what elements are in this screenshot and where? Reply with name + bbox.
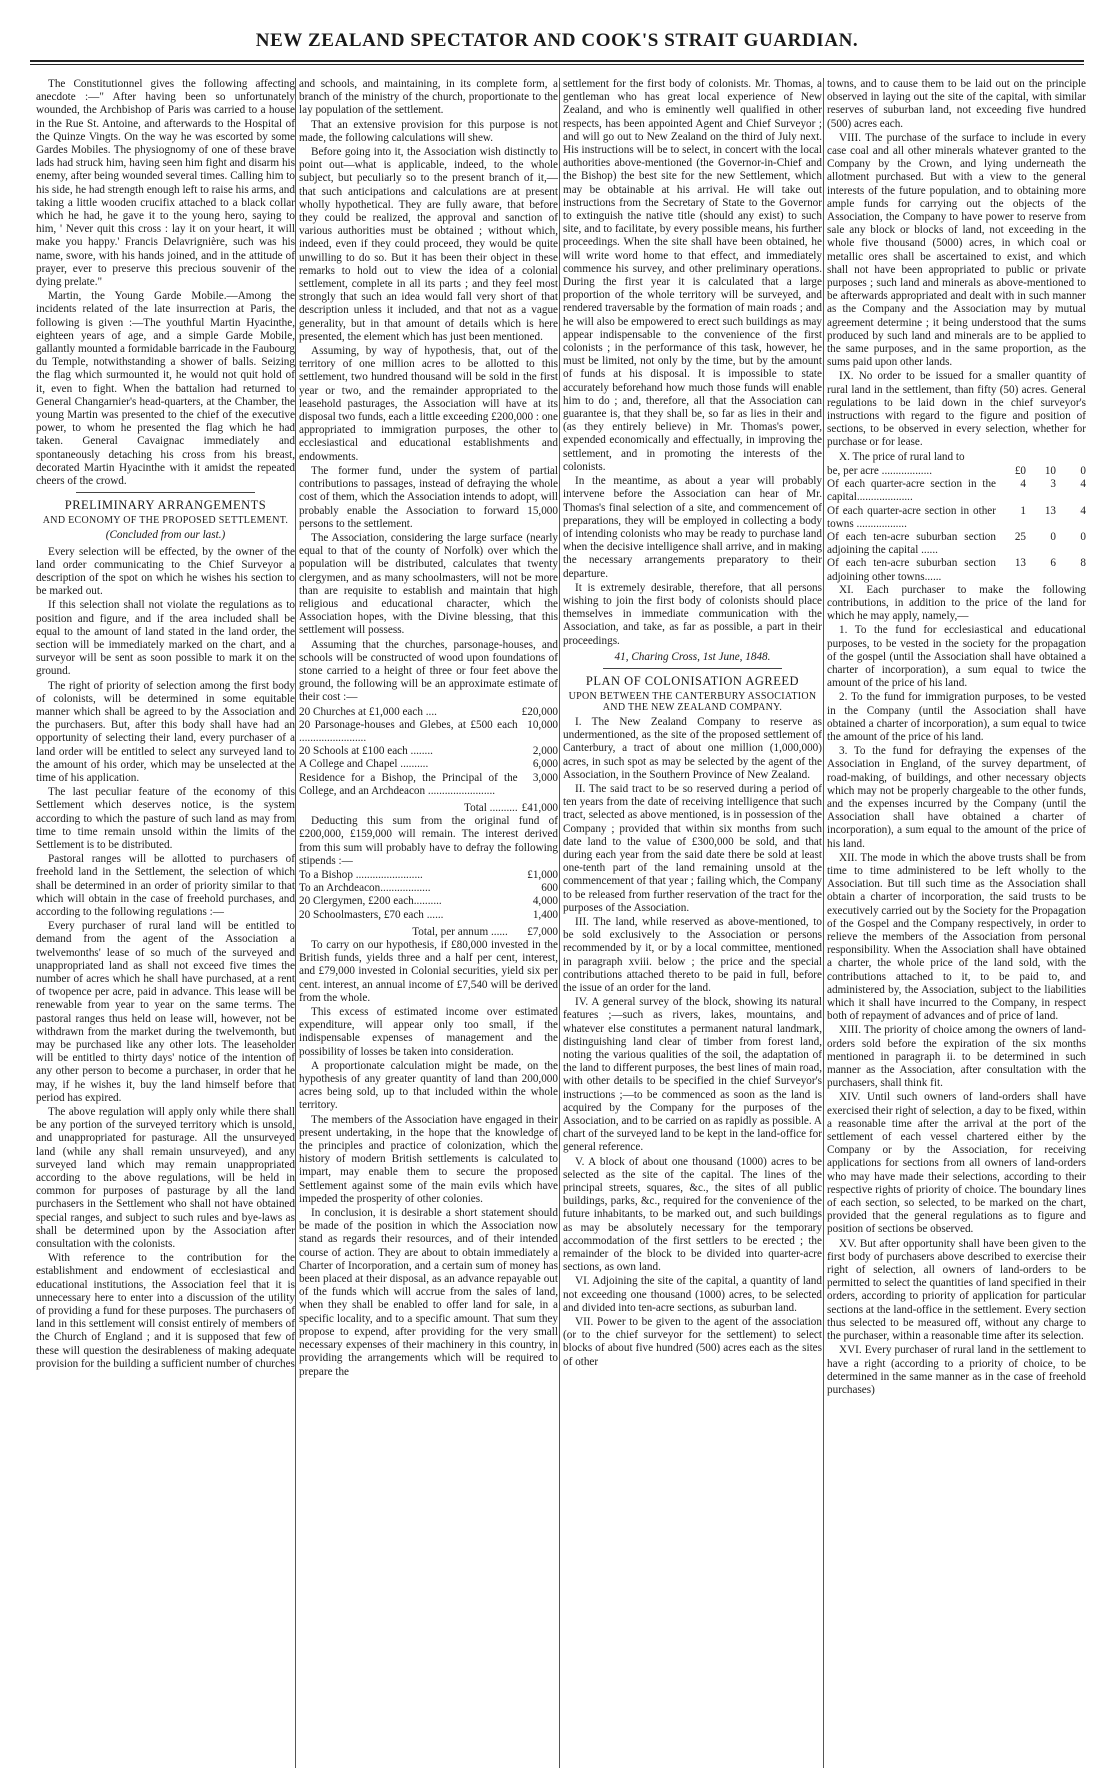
article-paragraph: With reference to the contribution for the establishment and endowment of ecclesiastical and educational institutions, the Association feel that it is unnecessary here to enter into a discussion of the utility of providing a fund for these purposes. The purchasers of land in this settlement will consist entirely of members of the Church of England ; and it is supposed that few of these will question the desirableness of making adequate provision for the building a sufficient number of churches bbox=[36, 1252, 295, 1370]
section-divider bbox=[603, 668, 782, 669]
table-row bbox=[827, 478, 1086, 504]
article-paragraph: IV. A general survey of the block, showing its natural features ;—such as rivers, lakes, mountains, and whatever else constitutes a permanent natural landmark, distinguishing land clear of timber from forest land, noting the various qualities of the soil, the adaptation of the land to different purposes, the best lines of main road, with other details to be specified in the chief Surveyor's instructions ;—to be commenced as soon as the land is acquired by the Company for the purposes of the Association, and to be carried on as rapidly as possible. A chart of the surveyed land to be kept in the land-office for general reference. bbox=[563, 996, 822, 1154]
article-paragraph: I. The New Zealand Company to reserve as undermentioned, as the site of the proposed settlement of Canterbury, a tract of about one million (1,000,000) acres, in such spot as may be selected by the agent of the Association, in the Southern Province of New Zealand. bbox=[563, 715, 822, 781]
cost-amount: 6,000 bbox=[532, 758, 558, 771]
price-item: Of each ten-acre suburban section adjoining the capital ...... bbox=[827, 530, 996, 557]
article-paragraph: The last peculiar feature of the economy of this Settlement which deserves notice, is the system according to which the pasture of such land as may from time to time remain unsold within the limits of the Settlement is to be distributed. bbox=[36, 786, 295, 851]
price-shillings: 6 bbox=[1050, 557, 1056, 570]
article-paragraph: II. The said tract to be so reserved during a period of ten years from the date of receiving intelligence that such tract, selected as above mentioned, is in possession of the Company ; provided that within six months from such date land to the value of £300,000 be sold, and that during each year from the said date there be sold at least one-tenth part of the land remaining unsold at the commencement of that year ; failing which, the Company to be released from further reservation of the tract for the purposes of the Association. bbox=[563, 782, 822, 914]
table-row bbox=[827, 505, 1086, 531]
stipend-amount: £1,000 bbox=[527, 868, 558, 881]
stipend-item: 20 Schoolmasters, £70 each ...... bbox=[299, 908, 444, 921]
cost-estimate-table bbox=[299, 706, 558, 816]
table-row bbox=[299, 719, 558, 745]
price-pence: 4 bbox=[1080, 504, 1086, 517]
article-paragraph: VIII. The purchase of the surface to include in every case coal and all other minerals whatever granted to the Company by the Crown, and lying underneath the allotment purchased. But with a view to the general interests of the future population, and to obtaining more ample funds for carrying out the objects of the Association, the Company to have power to reserve from sale any block or blocks of land, not exceeding in the whole five thousand (5000) acres, in which coal or metallic ores shall be ascertained to exist, and which shall not have been appropriated to public or private purposes ; such land and minerals as above-mentioned to be afterwards appropriated and dealt with in such manner as the Company and the Association may by mutual agreement determine ; it being understood that the sums produced by such land and minerals are to be applied to the same purposes, and in the same proportion, as the sums paid upon other lands. bbox=[827, 131, 1086, 369]
article-paragraph: This excess of estimated income over estimated expenditure, will appear only too small, if the indispensable expenses of management and the possibility of losses be taken into consideration. bbox=[299, 1006, 558, 1058]
price-pounds: 4 bbox=[1020, 478, 1026, 491]
cost-item: Residence for a Bishop, the Principal of the College, and an Archdeacon ........................ bbox=[299, 771, 518, 797]
cost-item: 20 Churches at £1,000 each .... bbox=[299, 705, 437, 718]
masthead-rule bbox=[30, 60, 1084, 65]
column-divider bbox=[295, 78, 296, 1768]
section-title: PRELIMINARY ARRANGEMENTS bbox=[64, 498, 267, 513]
total-label: Total .......... bbox=[464, 801, 518, 814]
section-subtitle: UPON BETWEEN THE CANTERBURY ASSOCIATION AND THE NEW ZEALAND COMPANY. bbox=[568, 690, 817, 713]
table-row bbox=[827, 465, 1086, 478]
article-paragraph: XII. The mode in which the above trusts shall be from time to time administered to be left wholly to the Association. But till such time as the Association shall obtain a charter of incorporation, the said trusts to be executively carried out by the Society for the Propagation of the Gospel and the Company respectively, in order to relieve the members of the Association from personal responsibility. When the Association shall have obtained a charter, the whole price of the land sold, with the contributions attached to it, to be paid to, and administered by, the Association, subject to the liabilities which it shall have incurred to the Company, in respect both of repayment of advances and of price of land. bbox=[827, 851, 1086, 1023]
article-paragraph: If this selection shall not violate the regulations as to position and figure, and if the area included shall be equal to the amount of land stated in the land order, the section will be immediately marked on the chart, and a surveyor will be sent as soon possible to mark it on the ground. bbox=[36, 599, 295, 678]
article-paragraph: Assuming, by way of hypothesis, that, out of the territory of one million acres to be allotted to this settlement, two hundred thousand will be sold in the first year or two, and the remainder appropriated to the leasehold pasturages, the Association will have at its disposal two funds, each a little exceeding £200,000 : one appropriated to immigration purposes, the other to ecclesiastical and educational establishments and endowments. bbox=[299, 345, 558, 463]
article-paragraph: Every selection will be effected, by the owner of the land order communicating to the Chief Surveyor a description of the spot on which he wishes his section to be marked out. bbox=[36, 545, 295, 598]
article-paragraph: XVI. Every purchaser of rural land in the settlement to have a right (according to a priority of choice, to be determined in the same manner as in the case of freehold purchases) bbox=[827, 1344, 1086, 1396]
article-paragraph: Martin, the Young Garde Mobile.—Among the incidents related of the late insurrection at Paris, the following is given :—The youthful Martin Hyacinthe, eighteen years of age, and a simple Garde Mobile, gallantly mounted a formidable barricade in the Faubourg du Temple, notwithstanding a shower of balls. Seizing the flag which surmounted it, he would not quit hold of it, even to fight. When the battalion had returned to General Changarnier's head-quarters, at the Chamber, the young Martin was presented to the chief of the executive power, to whom he presented the flag which he had taken. General Cavaignac immediately and spontaneously detaching his cross from his breast, decorated Martin Hyacinthe with it amidst the repeated cheers of the crowd. bbox=[36, 290, 295, 488]
article-paragraph: The Association, considering the large surface (nearly equal to that of the county of Norfolk) over which the population will be distributed, calculates that twenty clergymen, and as many schoolmasters, will not be more than are requisite to establish and maintain that high religious and educational character, which the Association hopes, with the Divine blessing, that this settlement will possess. bbox=[299, 531, 558, 637]
column-1 bbox=[36, 78, 295, 1768]
price-shillings: 13 bbox=[1044, 504, 1056, 517]
table-total-row bbox=[299, 798, 558, 815]
price-pounds: 1 bbox=[1020, 504, 1026, 517]
article-paragraph: XIII. The priority of choice among the owners of land-orders sold before the expiration of the six months mentioned in paragraph ii. to be determined in such manner as the Association, after consultation with the purchasers, shall think fit. bbox=[827, 1024, 1086, 1090]
table-row bbox=[299, 745, 558, 758]
price-pence: 8 bbox=[1080, 557, 1086, 570]
article-paragraph: Before going into it, the Association wish distinctly to point out—what is applicable, indeed, to the whole subject, but peculiarly so to the present branch of it,—that such anticipations and calculations are at present wholly hypothetical. They are fully aware, that before they could be realized, the approval and sanction of various authorities must be obtained ; without which, indeed, even if they could proceed, they would be quite unwilling to do so. But it has been their object in these remarks to hold out to view the idea of a colonial settlement, complete in all its parts ; and they feel most strongly that such an idea would fall very short of that description unless it included, and that not as a vague generality, but in that amount of details which is here presented, the element which has just been mentioned. bbox=[299, 146, 558, 343]
article-paragraph: To carry on our hypothesis, if £80,000 invested in the British funds, yields three and a half per cent, interest, and £79,000 invested in Colonial securities, yield six per cent. interest, an annual income of £7,540 will be derived from the whole. bbox=[299, 939, 558, 1004]
article-paragraph: XI. Each purchaser to make the following contributions, in addition to the price of the land for which he may apply, namely,— bbox=[827, 583, 1086, 623]
article-paragraph: and schools, and maintaining, in its complete form, a branch of the ministry of the church, proportionate to the lay population of the settlement. bbox=[299, 78, 558, 117]
article-paragraph: III. The land, while reserved as above-mentioned, to be sold exclusively to the Association or persons recommended by it, or by a local committee, mentioned in paragraph xviii. below ; the price and the special contributions attached thereto to be paid in full, before the issue of an order for the land. bbox=[563, 915, 822, 994]
price-item: Of each quarter-acre section in the capital.................... bbox=[827, 478, 996, 504]
cost-amount: 2,000 bbox=[532, 745, 558, 758]
article-paragraph: It is extremely desirable, therefore, that all persons wishing to join the first body of colonists should place themselves in immediate communication with the Association, and take, as far as possible, a part in their proceedings. bbox=[563, 581, 822, 647]
article-paragraph: Assuming that the churches, parsonage-houses, and schools will be constructed of wood upon foundations of stone carried to a height of three or four feet above the ground, the following will be an approximate estimate of their cost :— bbox=[299, 638, 558, 704]
price-pounds: 13 bbox=[1014, 557, 1026, 570]
article-paragraph: In the meantime, as about a year will probably intervene before the Association can hear of Mr. Thomas's final selection of a site, and commencement of preparations, they will be employed in collecting a body of intending colonists who may be ready to purchase land when the decisive intelligence shall arrive, and in making the necessary arrangements preparatory to their departure. bbox=[563, 475, 822, 580]
cost-item: 20 Schools at £100 each ........ bbox=[299, 745, 433, 758]
article-paragraph: That an extensive provision for this purpose is not made, the following calculations will shew. bbox=[299, 118, 558, 144]
total-amount: £7,000 bbox=[527, 925, 558, 938]
article-paragraph: 1. To the fund for ecclesiastical and educational purposes, to be vested in the society for the propagation of the gospel (until the Association shall have obtained a charter of incorporation), a sum equal to twice the amount of the price of his land. bbox=[827, 624, 1086, 690]
cost-amount: £20,000 bbox=[521, 705, 558, 718]
dateline-signature: 41, Charing Cross, 1st June, 1848. bbox=[614, 650, 771, 663]
table-row bbox=[827, 531, 1086, 557]
table-row bbox=[299, 758, 558, 771]
column-divider bbox=[559, 78, 560, 1768]
article-paragraph: XIV. Until such owners of land-orders shall have exercised their right of selection, a day to be fixed, within a reasonable time after the arrival at the port of the settlement of each vessel chartered either by the Company or by the Association, for receiving applications for sections from all owners of land-orders who may have made their selections, according to their respective rights of priority of choice. The boundary lines of each section, so selected, to be marked on the chart, provided that the general regulations as to figure and position of sections be observed. bbox=[827, 1091, 1086, 1236]
article-paragraph: The members of the Association have engaged in their present undertaking, in the hope that the knowledge of the principles and practice of colonization, which the history of modern British settlements is calculated to impart, may enable them to secure the proposed Settlement against some of the main evils which have impeded the prosperity of other colonies. bbox=[299, 1113, 558, 1205]
article-paragraph: Pastoral ranges will be allotted to purchasers of freehold land in the Settlement, the selection of which shall be determined in an order of priority similar to that which will obtain in the case of freehold purchases, and according to the following regulations :— bbox=[36, 853, 295, 918]
article-paragraph: Deducting this sum from the original fund of £200,000, £159,000 will remain. The interest derived from this sum will probably have to defray the following stipends :— bbox=[299, 815, 558, 867]
total-amount: £41,000 bbox=[521, 801, 558, 814]
article-paragraph: towns, and to cause them to be laid out on the principle observed in laying out the site of the capital, with similar reserves of suburban land, not exceeding five hundred (500) acres each. bbox=[827, 78, 1086, 130]
table-row bbox=[827, 557, 1086, 583]
column-3 bbox=[563, 78, 822, 1768]
article-paragraph: VI. Adjoining the site of the capital, a quantity of land not exceeding one thousand (1000) acres, to be selected and divided into ten-acre sections, as suburban land. bbox=[563, 1275, 822, 1314]
table-row bbox=[299, 882, 558, 895]
cost-amount: 10,000 bbox=[527, 718, 558, 731]
article-paragraph: In conclusion, it is desirable a short statement should be made of the position in which the Association now stand as regards their resources, and of their intended course of action. They are about to obtain immediately a Charter of Incorporation, and a certain sum of money has been placed at their disposal, as an advance repayable out of the funds which will accrue from the sales of land, when they shall be enabled to offer land for sale, in a specific locality, and to a specific amount. That sum they propose to expend, after providing for the very small necessary expenses of their machinery in this country, in providing the arrangements which will be required to prepare the bbox=[299, 1207, 558, 1378]
article-paragraph: The above regulation will apply only while there shall be any portion of the surveyed territory which is unsold, and unappropriated for pasturage. All the unsurveyed land (while any shall remain unsurveyed), and any surveyed land which may remain unappropriated according to the above regulations, will be held in common for purposes of pasturage by all the land purchasers in the Settlement who shall not have obtained special ranges, and subject to such rules and bye-laws as shall be determined upon by the Association after consultation with the colonists. bbox=[36, 1106, 295, 1251]
article-paragraph: The right of priority of selection among the first body of colonists, will be determined in some equitable manner which shall be agreed to by the Association and the purchasers. But, after this body shall have had an opportunity of selecting their land, every purchaser of a land order will be entitled to select any surveyed land to the amount of his order, which may be unselected at the time of his application. bbox=[36, 679, 295, 784]
price-pence: 0 bbox=[1080, 464, 1086, 477]
article-paragraph: The Constitutionnel gives the following affecting anecdote :—" After having been so unfortunately wounded, the Archbishop of Paris was carried to a house in the Rue St. Antoine, and afterwards to the Hospital of the Quinze Vingts. On the way he was escorted by some Gardes Mobiles. The physiognomy of one of these brave lads had struck him, having seen him fight and disarm his enemy, after being wounded several times. Calling him to his side, he had strength enough left to raise his arms, and taking a little wooden crucifix attached to a black collar which he had, he gave it to the young hero, saying to him, ' Never quit this cross : lay it on your heart, it will make you happy.' Francis Delavrignière, such was his name, swore, with his hands joined, and in the attitude of prayer, ever to preserve this precious souvenir of the dying prelate." bbox=[36, 78, 295, 289]
article-paragraph: 2. To the fund for immigration purposes, to be vested in the Company (until the Association shall have obtained a charter of incorporation), a sum equal to twice the amount of the price of his land. bbox=[827, 691, 1086, 743]
price-shillings: 10 bbox=[1044, 464, 1056, 477]
article-paragraph: settlement for the first body of colonists. Mr. Thomas, a gentleman who has great local experience of New Zealand, and who is eminently well qualified in other respects, has been appointed Agent and Chief Surveyor ; and will go out to New Zealand on the third of July next. His instructions will be to select, in concert with the local authorities above-mentioned (the Governor-in-Chief and the Bishop) the best site for the new Settlement, which may be obtainable at his arrival. He will take out instructions from the Secretary of State to the Governor to extinguish the native title (should any exist) to such site, and to facilitate, by every possible means, his further proceedings. When the site shall have been obtained, he will write word home to that effect, and immediately commence his survey, and other preliminary operations. During the first year it is calculated that a large proportion of the whole territory will be surveyed, and rendered traversable by the formation of main roads ; and he will also be empowered to erect such buildings as may appear indispensable to the convenience of the first colonists ; in the performance of this task, however, he must be limited, not only by the time, but by the amount of funds at his disposal. It is impossible to state accurately beforehand how much those funds will enable him to do ; and, therefore, all that the Association can guarantee is, that they shall be, so far as lies in their and (as they entirely believe) in Mr. Thomas's power, expended economically and effectually, in improving the settlement, and in promoting the interests of the colonists. bbox=[563, 78, 822, 473]
price-item: be, per acre .................. bbox=[827, 464, 932, 477]
stipend-table bbox=[299, 869, 558, 939]
stipend-item: 20 Clergymen, £200 each.......... bbox=[299, 895, 442, 908]
table-total-row bbox=[299, 922, 558, 939]
article-paragraph: 3. To the fund for defraying the expenses of the Association in England, of the survey department, of road-making, of buildings, and other necessary objects which may not be properly chargeable to the other funds, and the expenses incurred by the Company (until the Association shall have obtained a charter of incorporation), a sum equal to the amount of the price of his land. bbox=[827, 745, 1086, 850]
column-2 bbox=[299, 78, 558, 1768]
stipend-amount: 600 bbox=[541, 882, 558, 895]
table-row bbox=[299, 895, 558, 908]
price-item: Of each ten-acre suburban section adjoining other towns...... bbox=[827, 557, 996, 583]
column-divider bbox=[823, 78, 824, 1768]
cost-item: 20 Parsonage-houses and Glebes, at £500 each ........................ bbox=[299, 718, 518, 744]
price-pence: 4 bbox=[1080, 478, 1086, 491]
price-item: Of each quarter-acre section in other towns .................. bbox=[827, 504, 996, 530]
stipend-amount: 1,400 bbox=[532, 908, 558, 921]
article-paragraph: X. The price of rural land to bbox=[839, 450, 965, 463]
table-row bbox=[299, 772, 558, 798]
price-pounds: 25 bbox=[1014, 530, 1026, 543]
stipend-amount: 4,000 bbox=[532, 895, 558, 908]
price-pence: 0 bbox=[1080, 530, 1086, 543]
price-table bbox=[827, 465, 1086, 584]
article-paragraph: The former fund, under the system of partial contributions to passages, instead of defraying the whole cost of them, which the Association intends to adopt, will probably enable the Association to forward 15,000 persons to the settlement. bbox=[299, 464, 558, 530]
section-divider bbox=[76, 492, 255, 493]
section-title: PLAN OF COLONISATION AGREED bbox=[585, 673, 800, 688]
price-shillings: 0 bbox=[1050, 530, 1056, 543]
price-pounds: £0 bbox=[1014, 464, 1026, 477]
stipend-item: To an Archdeacon.................. bbox=[299, 882, 431, 895]
article-paragraph: VII. Power to be given to the agent of the association (or to the chief surveyor for the settlement) to select blocks of about five hundred (500) acres each as the sites of other bbox=[563, 1316, 822, 1368]
section-subtitle: AND ECONOMY OF THE PROPOSED SETTLEMENT. bbox=[42, 515, 289, 527]
table-row bbox=[299, 909, 558, 922]
table-row bbox=[299, 869, 558, 882]
cost-amount: 3,000 bbox=[532, 771, 558, 784]
article-paragraph: V. A block of about one thousand (1000) acres to be selected as the site of the capital. The lines of the principal streets, squares, &c., the sites of all public buildings, parks, &c., required for the convenience of the future inhabitants, to be marked out, and such buildings as may be absolutely necessary for the temporary accommodation of the first settlers to be erected ; the remainder of the block to be divided into quarter-acre sections, as own land. bbox=[563, 1155, 822, 1274]
stipend-item: To a Bishop ........................ bbox=[299, 868, 423, 881]
column-4 bbox=[827, 78, 1086, 1768]
article-paragraph: XV. But after opportunity shall have been given to the first body of purchasers above described to exercise their right of selection, all owners of land-orders to be permitted to select the quantities of land specified in their orders, according to priority of application for particular sections at the land-office in the settlement. Every section thus selected to be measured off, without any charge to the purchaser, within a reasonable time after its selection. bbox=[827, 1237, 1086, 1343]
continuation-note: (Concluded from our last.) bbox=[105, 529, 226, 542]
price-shillings: 3 bbox=[1050, 478, 1056, 491]
article-paragraph: Every purchaser of rural land will be entitled to demand from the agent of the Association a twelvemonths' lease of so much of the surveyed and unappropriated land as shall not exceed five times the number of acres which he shall have purchased, at a rent of twopence per acre, paid in advance. This lease will be renewable from year to year on the same terms. The pastoral ranges thus held on lease will, however, not be withdrawn from the market during the twelvemonth, but may be purchased like any other lots. The leaseholder will be entitled to thirty days' notice of the intention of any other person to become a purchaser, in order that he may, if he wishes it, buy the land himself before that period has expired. bbox=[36, 920, 295, 1104]
article-paragraph: A proportionate calculation might be made, on the hypothesis of any greater quantity of land than 200,000 acres being sold, up to that included within the whole territory. bbox=[299, 1059, 558, 1112]
article-paragraph: IX. No order to be issued for a smaller quantity of rural land in the settlement, than fifty (50) acres. General regulations to be laid down in the chief surveyor's instructions with regard to the figure and position of sections, to be observed in every selection, whether for purchase or for lease. bbox=[827, 370, 1086, 449]
table-row bbox=[299, 706, 558, 719]
cost-item: A College and Chapel .......... bbox=[299, 758, 429, 771]
total-label: Total, per annum ...... bbox=[412, 925, 508, 938]
masthead-title: NEW ZEALAND SPECTATOR AND COOK'S STRAIT GUARDIAN. bbox=[255, 30, 859, 51]
